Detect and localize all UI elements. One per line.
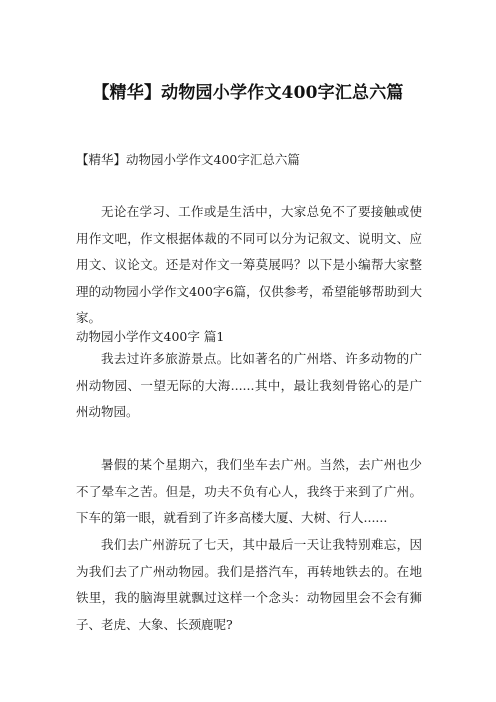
- body-paragraph: 我去过许多旅游景点。比如著名的广州塔、许多动物的广州动物园、一望无际的大海......其中，最让我刻骨铭心的是广州动物园。: [76, 351, 422, 419]
- document-title: 【精华】动物园小学作文400字汇总六篇: [92, 83, 404, 103]
- intro-paragraph: 无论在学习、工作或是生活中，大家总免不了要接触或使用作文吧，作文根据体裁的不同可以分为记叙文、说明文、应用文、议论文。还是对作文一筹莫展吗？以下是小编帮大家整理的动物园小学作文400字6篇，仅供参考，希望能够帮助到大家。: [76, 204, 422, 325]
- document-subtitle: 【精华】动物园小学作文400字汇总六篇: [76, 152, 300, 167]
- section-heading: 动物园小学作文400字 篇1: [76, 329, 225, 344]
- body-paragraph: 暑假的某个星期六，我们坐车去广州。当然，去广州也少不了晕车之苦。但是，功夫不负有心人，我终于来到了广州。下车的第一眼，就看到了许多高楼大厦、大树、行人......: [76, 457, 422, 525]
- body-paragraph: 我们去广州游玩了七天，其中最后一天让我特别难忘，因为我们去了广州动物园。我们是搭汽车，再转地铁去的。在地铁里，我的脑海里就飘过这样一个念头：动物园里会不会有狮子、老虎、大象、长颈鹿呢?: [76, 537, 422, 632]
